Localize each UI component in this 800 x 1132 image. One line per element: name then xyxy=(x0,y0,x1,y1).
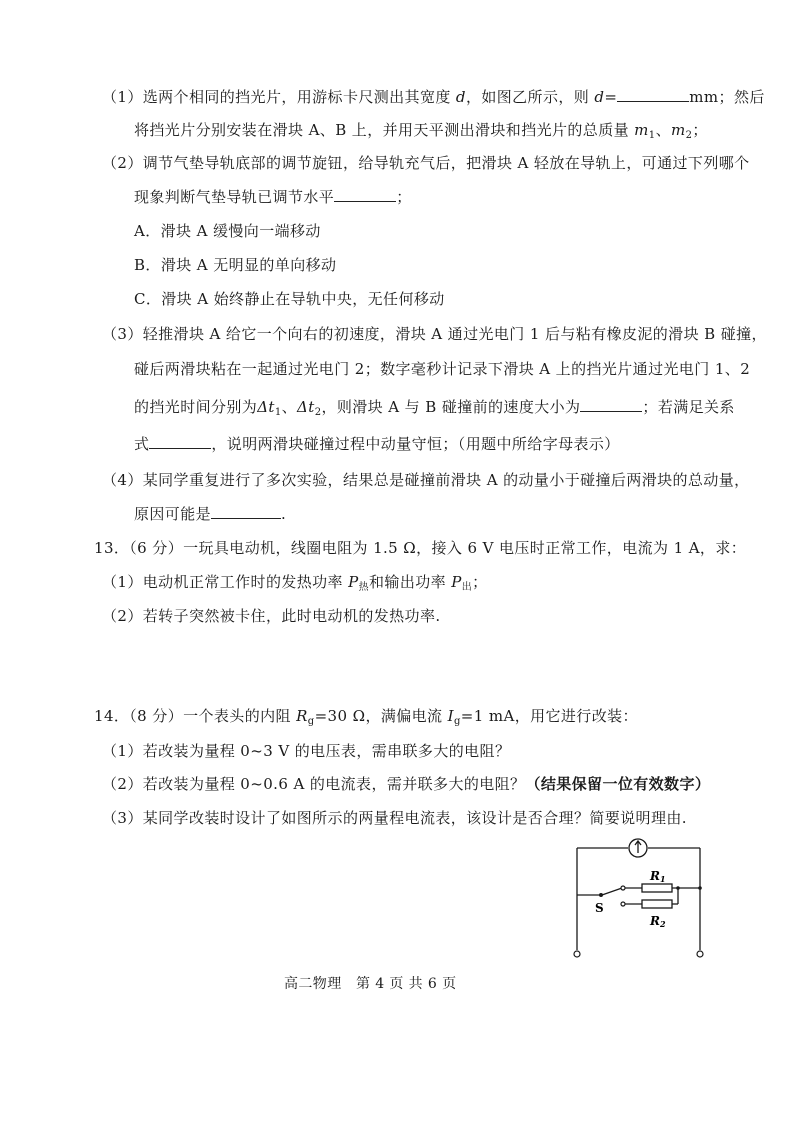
answer-blank-level[interactable] xyxy=(334,186,396,202)
q12-part2-line2: 现象判断气垫导轨已调节水平 ； xyxy=(134,188,412,206)
q12-part4-line2: 原因可能是 . xyxy=(134,505,287,523)
r1-label: R1 xyxy=(650,869,666,884)
page-footer: 高二物理 第 4 页 共 6 页 xyxy=(284,976,457,992)
switch-contact-1 xyxy=(621,886,625,890)
q14-sub3: （3）某同学改装时设计了如图所示的两量程电流表，该设计是否合理？简要说明理由. xyxy=(102,809,687,827)
terminal-right xyxy=(697,951,703,957)
terminal-left xyxy=(574,951,580,957)
q12-option-c: C．滑块 A 始终静止在导轨中央，无任何移动 xyxy=(134,290,445,308)
resistor-r1 xyxy=(642,884,672,892)
q12-option-a: A．滑块 A 缓慢向一端移动 xyxy=(134,222,321,240)
q14-stem: 14．（8 分）一个表头的内阻 $R_g=30$ Ω，满偏电流 $I_g=1$ mA，用它进行改装： xyxy=(94,707,638,727)
q12-part3-line3: 的挡光时间分别为$\Delta t_1$、$\Delta t_2$，则滑块 A 与 B 碰撞前的速度大小为 ；若满足关系 xyxy=(134,398,735,418)
q13-stem: 13．（6 分）一玩具电动机，线圈电阻为 1.5 Ω，接入 6 V 电压时正常工作，电流为 1 A，求： xyxy=(94,539,747,557)
q12-part2-line1: （2）调节气垫导轨底部的调节旋钮，给导轨充气后，把滑块 A 轻放在导轨上，可通过下列哪个 xyxy=(102,154,750,172)
q13-sub1: （1）电动机正常工作时的发热功率 $P_热$和输出功率 $P_出$； xyxy=(102,573,488,593)
ammeter-circuit-diagram xyxy=(560,832,730,962)
q12-part3-line4: 式 ，说明两滑块碰撞过程中动量守恒；（用题中所给字母表示） xyxy=(134,435,620,453)
q13-sub2: （2）若转子突然被卡住，此时电动机的发热功率. xyxy=(102,607,441,625)
answer-blank-velocity[interactable] xyxy=(580,396,642,412)
answer-blank-d[interactable] xyxy=(617,86,689,102)
answer-blank-reason[interactable] xyxy=(211,503,281,519)
switch-contact-2 xyxy=(621,902,625,906)
q14-sub2: （2）若改装为量程 0~0.6 A 的电流表，需并联多大的电阻？（结果保留一位有效数字） xyxy=(102,775,711,793)
switch-blade xyxy=(602,888,622,895)
switch-label: S xyxy=(595,901,604,915)
q12-part1-line1: （1）选两个相同的挡光片，用游标卡尺测出其宽度 d，如图乙所示，则 d= mm；然后 xyxy=(102,88,765,106)
answer-blank-relation[interactable] xyxy=(149,433,211,449)
q12-part3-line1: （3）轻推滑块 A 给它一个向右的初速度，滑块 A 通过光电门 1 后与粘有橡皮泥的滑块 B 碰撞， xyxy=(102,325,767,343)
q14-sub1: （1）若改装为量程 0~3 V 的电压表，需串联多大的电阻？ xyxy=(102,742,511,760)
q12-part3-line2: 碰后两滑块粘在一起通过光电门 2；数字毫秒计记录下滑块 A 上的挡光片通过光电门 1、2 xyxy=(134,360,751,378)
q12-option-b: B．滑块 A 无明显的单向移动 xyxy=(134,256,337,274)
q12-part4-line1: （4）某同学重复进行了多次实验，结果总是碰撞前滑块 A 的动量小于碰撞后两滑块的总动量， xyxy=(102,471,750,489)
q12-part1-line2: 将挡光片分别安装在滑块 A、B 上，并用天平测出滑块和挡光片的总质量 $m_1$、$m_2$； xyxy=(134,121,708,141)
switch-pivot xyxy=(599,893,603,897)
r2-label: R2 xyxy=(650,914,666,929)
resistor-r2 xyxy=(642,900,672,908)
